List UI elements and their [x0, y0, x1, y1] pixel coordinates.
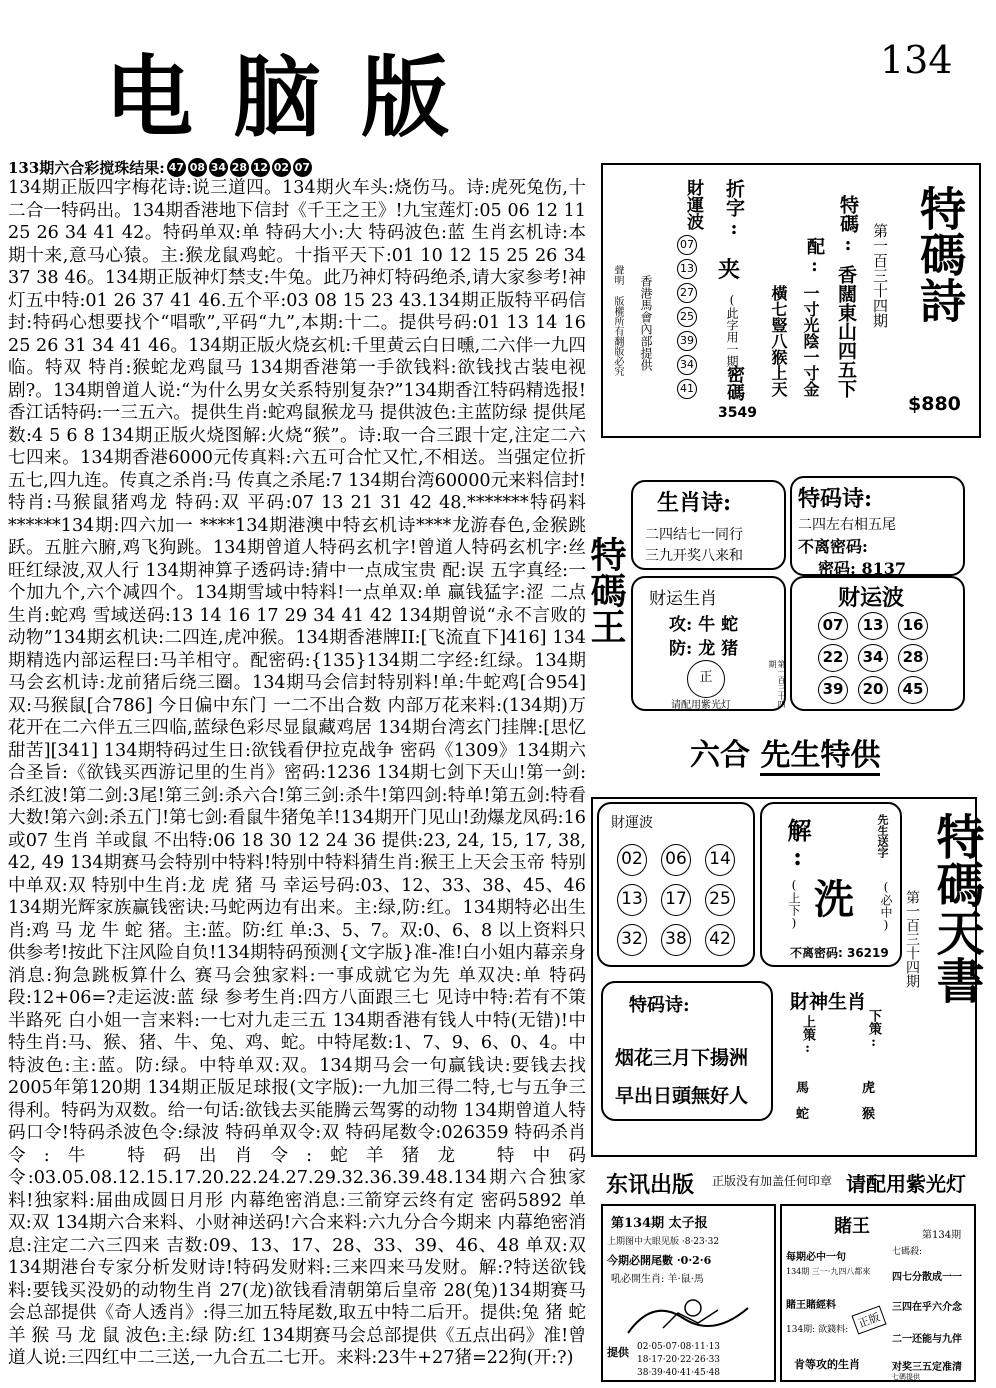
copyright-note: 聲明 版權所有翻版必究	[612, 265, 623, 376]
zodiac-poem-title: 生肖诗:	[657, 490, 732, 516]
wave-number: 25	[677, 307, 697, 327]
zodiac-poem-line-1: 二四结七一同行	[645, 527, 743, 543]
lower-strategy-label: 下策:	[866, 1009, 881, 1050]
tianshu-wave-number: 13	[617, 884, 647, 916]
taizi-bao-title: 第134期 太子报	[611, 1216, 708, 1231]
wave-number: 07	[677, 235, 697, 255]
lucky-wave-number: 28	[898, 644, 928, 672]
taizi-illustration	[623, 1288, 753, 1338]
lucky-wave-box	[790, 576, 965, 711]
taizi-bao-box	[601, 1204, 776, 1382]
result-ball: 28	[230, 158, 249, 177]
du-wang-title: 賭王	[834, 1216, 870, 1237]
upper-strategy-label: 上策:	[800, 1015, 815, 1056]
draw-result	[8, 157, 312, 178]
wave-label: 財運波	[683, 179, 703, 230]
wave-number: 39	[677, 331, 697, 351]
tianshu-wave-number: 14	[705, 844, 735, 876]
poem-line-2: 一寸光陰一寸金	[801, 285, 820, 397]
no-stamp-notice: 正版没有加盖任何印章	[712, 1174, 833, 1188]
tianshu-wave-box	[597, 802, 755, 967]
split-char-note: (此字用一期)	[725, 293, 739, 381]
poem-line-1: 香闊東山四五下	[835, 265, 857, 398]
poem-box-period: 第一百三十四期	[871, 223, 889, 328]
tianshu-poem-box	[601, 981, 773, 1121]
defend-zodiac: 防: 龙 猪	[669, 639, 739, 659]
zodiac-poem-line-2: 三九开奖八来和	[645, 548, 743, 564]
pei-label: 配:	[804, 237, 825, 276]
tianshu-poem-title: 特码诗:	[629, 995, 690, 1016]
result-ball: 08	[188, 158, 207, 177]
taizi-provide-line-1: 02·05·07·08·11·13	[637, 1342, 721, 1352]
lucky-wave-grid	[818, 612, 934, 704]
tianshu-wave-number: 38	[661, 924, 691, 956]
uv-footer-note: 请配用紫光灯	[846, 1172, 966, 1196]
lucky-wave-title: 财运波	[838, 585, 905, 611]
poem-box-price: $880	[908, 393, 961, 415]
tianshu-wave-number: 25	[705, 884, 735, 916]
poem-box	[601, 163, 981, 438]
code-poem-line-2: 不离密码:	[798, 537, 868, 556]
tianshu-wave-title: 財運波	[611, 815, 653, 831]
tianshu-header-b: 先生特供	[760, 738, 880, 776]
du-wang-right-5: 对奖三五定准清	[892, 1362, 962, 1373]
stamp-seal: 正	[687, 660, 725, 698]
du-wang-stamp: 正版	[851, 1305, 886, 1334]
tianshu-header-a: 六合	[690, 738, 750, 773]
du-wang-line-1b: 134期 三一·九四八都來	[786, 1267, 871, 1276]
poem-box-title: 特碼詩	[913, 185, 967, 323]
wave-number-column	[677, 235, 699, 399]
tianshu-title: 特碼天書	[928, 812, 984, 1004]
taizi-provide-line-2: 18·17·20·22·26·33	[637, 1355, 721, 1365]
taizi-bao-line-3: 吼必開生肖: 羊·鼠·馬	[611, 1274, 704, 1285]
split-char: 夹	[718, 257, 741, 283]
result-ball: 02	[272, 158, 291, 177]
lower-strategy-b: 猴	[862, 1107, 876, 1122]
lucky-wave-number: 39	[818, 676, 848, 704]
te-ma-wang-side-title: 特碼王	[585, 536, 627, 644]
tianshu-jie: 解:	[783, 818, 812, 871]
code-number: 3549	[718, 405, 757, 421]
lucky-wave-number: 45	[898, 676, 928, 704]
code-poem-box	[790, 476, 965, 576]
draw-result-label: 133期六合彩搅珠结果:	[8, 159, 165, 177]
special-code-label: 特碼:	[837, 195, 859, 255]
tianshu-big-char: 洗	[814, 876, 854, 923]
wave-number: 27	[677, 283, 697, 303]
du-wang-right-6: 七碼提供	[892, 1373, 920, 1381]
tianshu-wave-number: 42	[705, 924, 735, 956]
du-wang-right-3: 三四在乎六介念	[892, 1302, 962, 1313]
god-wealth-title: 財神生肖	[790, 991, 867, 1013]
upper-strategy-a: 馬	[796, 1081, 810, 1096]
tianshu-poem-line-1: 烟花三月下揚洲	[615, 1047, 749, 1069]
issue-number: 134	[880, 38, 953, 82]
tianshu-period: 第一百三十四期	[904, 890, 920, 988]
attack-zodiac: 攻: 牛 蛇	[669, 615, 739, 635]
tianshu-header	[690, 730, 880, 774]
wave-number: 41	[677, 379, 697, 399]
taizi-provide-line-3: 38·39·40·41·45·48	[637, 1368, 721, 1378]
code-label: 密碼	[724, 365, 745, 401]
tianshu-wave-number: 32	[617, 924, 647, 956]
uv-light-note: 请配用紫光灯	[671, 700, 731, 711]
wave-number: 13	[677, 259, 697, 279]
poem-line-3: 橫七豎八猴上天	[769, 285, 788, 397]
tianshu-poem-line-2: 早出日頭無好人	[615, 1085, 749, 1107]
tianshu-wave-grid	[617, 844, 747, 956]
du-wang-right-2: 四七分散成一一	[892, 1272, 962, 1283]
du-wang-box	[780, 1204, 976, 1382]
code-poem-title: 特码诗:	[798, 486, 873, 512]
du-wang-line-1: 每期必中一句	[786, 1252, 846, 1263]
lucky-wave-number: 20	[858, 676, 888, 704]
publisher-label: 东讯出版	[606, 1172, 695, 1198]
god-wealth-box	[780, 985, 900, 1120]
du-wang-line-4: 肯等攻的生肖	[794, 1358, 860, 1371]
lucky-wave-number: 22	[818, 644, 848, 672]
wave-number: 34	[677, 355, 697, 375]
code-poem-line-3: 密码: 8137	[818, 559, 907, 578]
lucky-wave-number: 16	[898, 612, 928, 640]
result-ball: 07	[293, 158, 312, 177]
result-ball: 34	[209, 158, 228, 177]
taizi-bao-line-2: 今期必開尾數 ·0·2·6	[607, 1254, 712, 1267]
page-title: 电脑版	[105, 45, 490, 149]
taizi-provide-label: 提供	[607, 1346, 629, 1359]
du-wang-line-3: 134期: 欲錢料:	[786, 1325, 849, 1335]
tianshu-wave-number: 06	[661, 844, 691, 876]
upper-strategy-b: 蛇	[796, 1107, 810, 1122]
source-note: 香港馬會內部提供	[639, 275, 653, 371]
zodiac-poem-box	[631, 480, 786, 570]
taizi-bao-line-1: 上期图中大眼见版 ·8·23·32	[607, 1237, 720, 1247]
wang-period: 第一百三十四期	[768, 660, 786, 708]
du-wang-right-1: 七碼殺:	[892, 1247, 923, 1257]
lucky-wave-number: 13	[858, 612, 888, 640]
tianshu-word-box	[760, 802, 902, 967]
tianshu-wave-number: 17	[661, 884, 691, 916]
lucky-zodiac-box	[631, 576, 786, 711]
du-wang-period: 第134期	[922, 1230, 962, 1241]
result-ball: 12	[251, 158, 270, 177]
tianshu-wave-number: 02	[617, 844, 647, 876]
tianshu-shangxia: (上下)	[787, 878, 801, 930]
result-ball: 47	[167, 158, 186, 177]
du-wang-right-4: 二一还能与九伴	[892, 1334, 962, 1345]
lower-strategy-a: 虎	[862, 1081, 876, 1096]
code-poem-line-1: 二四左右相五尾	[798, 517, 896, 533]
main-article-text: 134期正版四字梅花诗:说三道四。134期火车头:烧伤马。诗:虎死兔伤,十二合一特码出。134期香港地下信封《千王之王》!九宝莲灯:05 06 12 11 25 26 34 41 42。特码单双:单 特码大小:大 特码波色:蓝 生肖玄机诗:本期十来,意马心猿。主:猴龙鼠鸡蛇。十指平天下:01 10 12 15 25 26 34 37 38 46。134期正版神灯禁支:牛兔。此乃神灯特码绝杀,请大家参考!神灯五中特:01 26 37 41 46.五个平:03 08 15 23 43.134期正版特平码信封:特码心想要找个“唱歌”,平码“九”,本期:十二。提供号码:01 13 14 16 25 26 31 34 41 46。134期正版火烧玄机:千里黄云白日曛,二六伴一九四临。特双 特肖:猴蛇龙鸡鼠马 134期香港第一手欲钱料:欲钱找古装电视剧?。134期曾道人说:“为什么男女关系特别复杂?”134期香江特码精选报!香江话特码:一三五六。提供生肖:蛇鸡鼠猴龙马 提供波色:主蓝防绿 提供尾数:4 5 6 8 134期正版火烧图解:火烧“猴”。诗:取一合三跟十定,注定二六七四来。134期香港6000元传真料:六五可合忙又忙,不相送。当强定位折五七,四九连。传真之杀肖:马 传真之杀尾:7 134期台湾60000元来料信封!特肖:马猴鼠猪鸡龙 特码:双 平码:07 13 21 31 42 48.*******特码料******134期:四六加一 ****134期港澳中特玄机诗****龙游春色,金猴跳跃。五脏六腑,鸡飞狗跳。134期曾道人特码玄机字!曾道人特码玄机字:丝 旺红绿波,双人行 134期神算子透码诗:猜中一点成宝贵 配:误 五字真经:一个加九个,六个减四个。134期雪域中特料!一点单双:单 赢钱猛字:涩 二点生肖:蛇鸡 雪域送码:13 14 16 17 29 34 41 42 134期曾说“永不言败的动物”134期玄机诀:二四连,虎冲猴。134期香港牌II:[飞流直下]416] 134期精选内部运程曰:马羊相守。配密码:{135}134期二字经:红绿。134期马会玄机诗:龙前猪后绕三圈。134期马会信封特别料!单:牛蛇鸡[合954] 双:马猴鼠[合786] 今日偏中东门 一二不出合数 内部万花来料:(134期)万花开在二六伴五三四临,蓝绿色彩尽显鼠藏鸡居 134期台湾玄门挂牌:[思忆甜苦][341] 134期特码过生日:欲钱看伊拉克战争 密码《1309》134期六合圣旨:《欲钱买西游记里的生肖》密码:1236 134期七剑下天山!第一剑:杀红波!第二剑:3尾!第三剑:杀六合!第三剑:杀牛!第四剑:特单!第五剑:特看大数!第六剑:杀五门!第七剑:看鼠牛猪兔羊!134期开门见山!劲爆龙凤码:16或07 生肖 羊或鼠 不出特:06 18 30 12 24 36 提供:23, 24, 15, 17, 38, 42, 49 134期赛马会特别中特料!特别中特料猜生肖:猴王上天会玉帝 特别中单双:双 特别中生肖:龙 虎 猪 马 幸运号码:03、12、33、38、45、46 134期光辉家族赢钱密诀:马蛇两边有出来。主:绿,防:红。134期特必出生肖:鸡 马 龙 牛 蛇 猪。主:蓝。防:红 单:3、5、7。双:0、6、8 以上资料只供参考!按此下注风险自负!134期特码预测{文字版}准-准!白小姐内幕亲身消息:狗急跳板算什么 赛马会独家料:一事成就它为先 单双决:单 特码段:12+06=?走运波:蓝 绿 参考生肖:四方八面跟三七 见诗中特:若有不策半路死 白小姐一言来料:一七对九走三五 134期香港有钱人中特(无错)!中特生肖:马、猴、猪、牛、兔、鸡、蛇。中特尾数:1、7、9、6、0、4。中特波色:主:蓝。防:绿。中特单双:双。134期马会一句赢钱诀:要钱去找2005年第120期 134期正版足球报(文字版):一九加三得二特,七与五争三得利。特码为双数。给一句话:欲钱去买能腾云驾雾的动物 134期曾道人特码口令!特码杀波色令:绿波 特码单双令:双 特码尾数令:026359 特码杀肖令:牛 特码出肖令:蛇羊猪龙 特中码令:03.05.08.12.15.17.20.22.24.27.29.32.36.39.48.134期六合独家料!独家料:届曲成圆日月形 内幕绝密消息:三箭穿云终有定 密码5892 单双:双 134期六合来料、小财神送码!六合来料:六九分合今期来 内幕绝密消息:注定二六三四来 吉数:09、13、17、28、33、39、46、48 单双:双 134期港台专家分析发财诗!特码发财料:三来四来马发财。解:?特送欲钱料:要钱买没奶的动物生肖 27(龙)欲钱看清朝第后皇帝 28(兔)134期赛马会总部提供《奇人透肖》:得三加五特尾数,取五中特二后开。提供:兔 猪 蛇 羊 猴 马 龙 鼠 波色:主:绿 防:红 134期赛马会总部提供《五点出码》准!曾道人说:三四红中二三送,一九合五二七开。来料:23牛+27猪=22狗(开:?)	[8, 178, 586, 1368]
tianshu-code: 不离密码: 36219	[790, 946, 889, 960]
lucky-zodiac-title: 财运生肖	[649, 589, 717, 609]
lucky-wave-number: 34	[858, 644, 888, 672]
mister-bizhong: (必中)	[879, 880, 893, 932]
mister-word-label: 先生送字	[876, 814, 889, 858]
du-wang-line-2: 賭王賭經料	[786, 1300, 836, 1311]
split-char-label: 折字:	[723, 179, 745, 239]
lucky-wave-number: 07	[818, 612, 848, 640]
